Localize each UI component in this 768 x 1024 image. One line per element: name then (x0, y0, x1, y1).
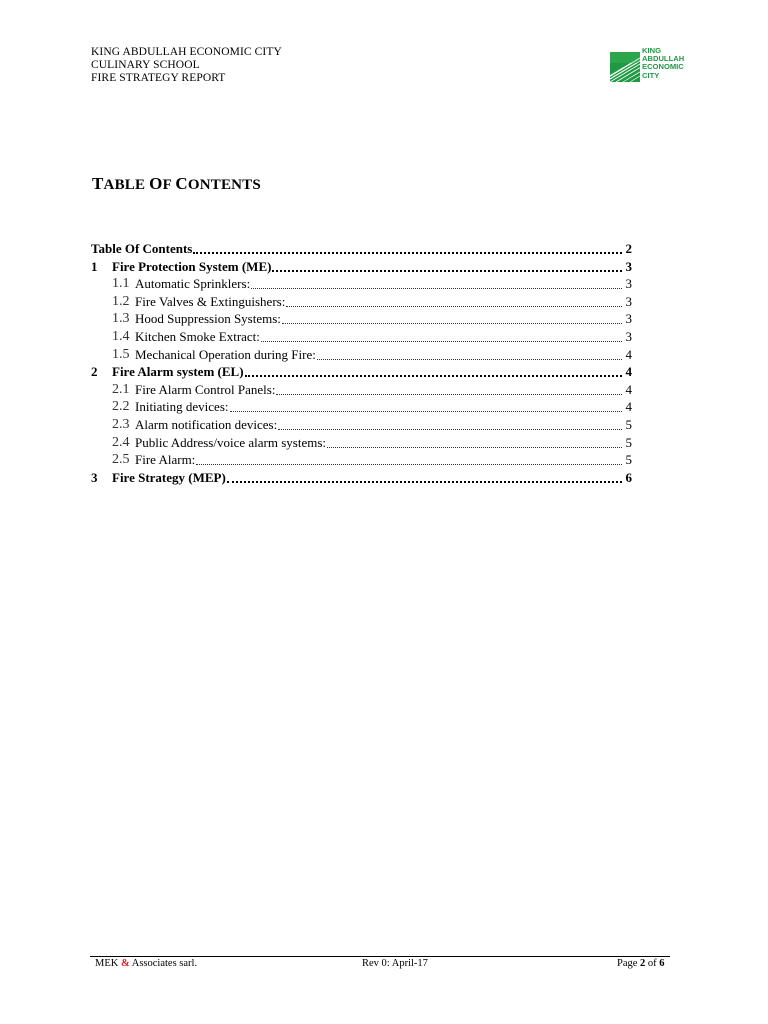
toc-entry-leader (196, 452, 622, 465)
toc-entry-number: 2 (91, 364, 98, 380)
toc-title-part: F (162, 177, 176, 193)
header-line-3: FIRE STRATEGY REPORT (91, 72, 226, 84)
kaec-logo (607, 45, 692, 93)
footer-page-part: Page (617, 958, 641, 969)
toc-entry-number: 2.4 (112, 434, 130, 450)
toc-entry-leader (227, 469, 622, 483)
logo-text (642, 47, 684, 80)
toc-entry-page: 2 (625, 241, 632, 256)
toc-entry-page: 3 (625, 329, 632, 344)
toc-entry-number: 2.2 (112, 399, 130, 415)
toc-entry[interactable] (91, 417, 632, 433)
toc-entry-leader (278, 417, 622, 430)
toc-entry-number: 2.3 (112, 417, 130, 432)
toc-entry[interactable] (91, 399, 632, 415)
toc-entry[interactable] (91, 259, 632, 275)
footer-page-total: 6 (659, 958, 665, 969)
toc-entry-leader (261, 329, 622, 342)
toc-entry-number: 1.4 (112, 329, 130, 344)
header-line-1: KING ABDULLAH ECONOMIC CITY (91, 46, 282, 58)
toc-entry-number: 1.3 (112, 311, 130, 327)
toc-entry-page: 3 (625, 276, 632, 292)
footer-divider (90, 956, 670, 957)
toc-entry-label: Table Of Contents (91, 241, 193, 256)
toc-entry-leader (276, 382, 622, 395)
toc-entry[interactable] (91, 311, 632, 327)
toc-entry-page: 4 (625, 399, 632, 415)
toc-entry-number: 1.1 (112, 276, 130, 292)
toc-entry[interactable] (91, 294, 632, 310)
toc-entry-page: 6 (625, 469, 632, 485)
toc-entry-label: Fire Alarm: (135, 452, 196, 468)
toc-entry[interactable] (91, 435, 632, 451)
document-header (91, 46, 282, 85)
toc-title-part: ABLE (103, 177, 150, 193)
toc-entry[interactable] (91, 329, 632, 345)
toc-entry-label: Fire Alarm Control Panels: (135, 381, 276, 397)
toc-title (92, 174, 261, 194)
logo-text-line: ABDULLAH (642, 54, 685, 64)
toc-entry-leader (286, 294, 622, 307)
toc-entry-page: 5 (625, 417, 632, 432)
toc-entry-label: Fire Strategy (MEP) (112, 469, 226, 485)
toc-title-part: T (92, 174, 104, 193)
toc-entry-number: 1.5 (112, 346, 130, 362)
toc-entry-page: 5 (625, 452, 632, 468)
toc-entry-number: 2.5 (112, 452, 130, 468)
logo-text-line: ECONOMIC (642, 62, 684, 72)
toc-entry-page: 3 (625, 293, 632, 309)
toc-entry-label: Hood Suppression Systems: (135, 311, 281, 327)
logo-text-line: KING (642, 46, 661, 55)
toc-entry-page: 4 (625, 346, 632, 362)
toc-entry-leader (272, 258, 622, 272)
footer-page-current: 2 (640, 958, 646, 969)
toc-entry-number: 1 (91, 258, 98, 274)
toc-entry-label: Public Address/voice alarm systems: (135, 434, 327, 450)
toc-entry-page: 4 (625, 364, 632, 380)
toc-entry-label: Fire Alarm system (EL) (112, 364, 244, 380)
toc-entry-leader (282, 311, 622, 324)
header-line-2: CULINARY SCHOOL (91, 59, 200, 71)
footer-page-part: of (645, 958, 660, 969)
toc-entry-label: Fire Protection System (ME) (112, 258, 272, 274)
footer-page-number (617, 958, 665, 970)
footer-company (95, 958, 197, 970)
toc-entry-label: Initiating devices: (135, 399, 229, 415)
toc-entry-leader (327, 435, 622, 448)
toc-entry-number: 2.1 (112, 381, 130, 397)
toc-entry[interactable] (91, 276, 632, 292)
toc-entry-leader (245, 363, 622, 377)
footer-company-part: MEK (95, 958, 121, 969)
toc-entry-label: Mechanical Operation during Fire: (135, 346, 316, 362)
toc-title-part: C (175, 174, 188, 193)
toc-entry-page: 3 (625, 258, 632, 274)
toc-title-part: ONTENTS (187, 177, 261, 193)
toc-entry[interactable] (91, 382, 632, 398)
toc-entry-label: Alarm notification devices: (135, 417, 278, 432)
footer-ampersand: & (120, 958, 130, 969)
toc-entry-leader (317, 347, 622, 360)
toc-entry-number: 3 (91, 469, 98, 485)
toc-entry-label: Fire Valves & Extinguishers: (135, 293, 286, 309)
kaec-logo-mark-icon (607, 49, 643, 85)
toc-entry[interactable] (91, 452, 632, 468)
toc-entry-label: Automatic Sprinklers: (135, 276, 251, 292)
toc-entry-leader (251, 276, 622, 289)
toc-entry-number: 1.2 (112, 293, 130, 309)
toc-entry-leader (193, 240, 622, 254)
footer-company-part: Associates sarl. (129, 958, 198, 969)
toc-entry-leader (230, 399, 622, 412)
toc-entry-label: Kitchen Smoke Extract: (135, 329, 260, 344)
toc-entry-page: 4 (625, 381, 632, 397)
logo-text-line: CITY (642, 70, 660, 80)
toc-entry-page: 3 (625, 311, 632, 327)
toc-entry[interactable] (91, 470, 632, 486)
toc-entry[interactable] (91, 347, 632, 363)
footer-revision: Rev 0: April-17 (362, 958, 428, 969)
toc-title-part: O (149, 174, 163, 193)
toc-entry[interactable] (91, 241, 632, 257)
toc-entry[interactable] (91, 364, 632, 380)
toc-entry-page: 5 (625, 434, 632, 450)
